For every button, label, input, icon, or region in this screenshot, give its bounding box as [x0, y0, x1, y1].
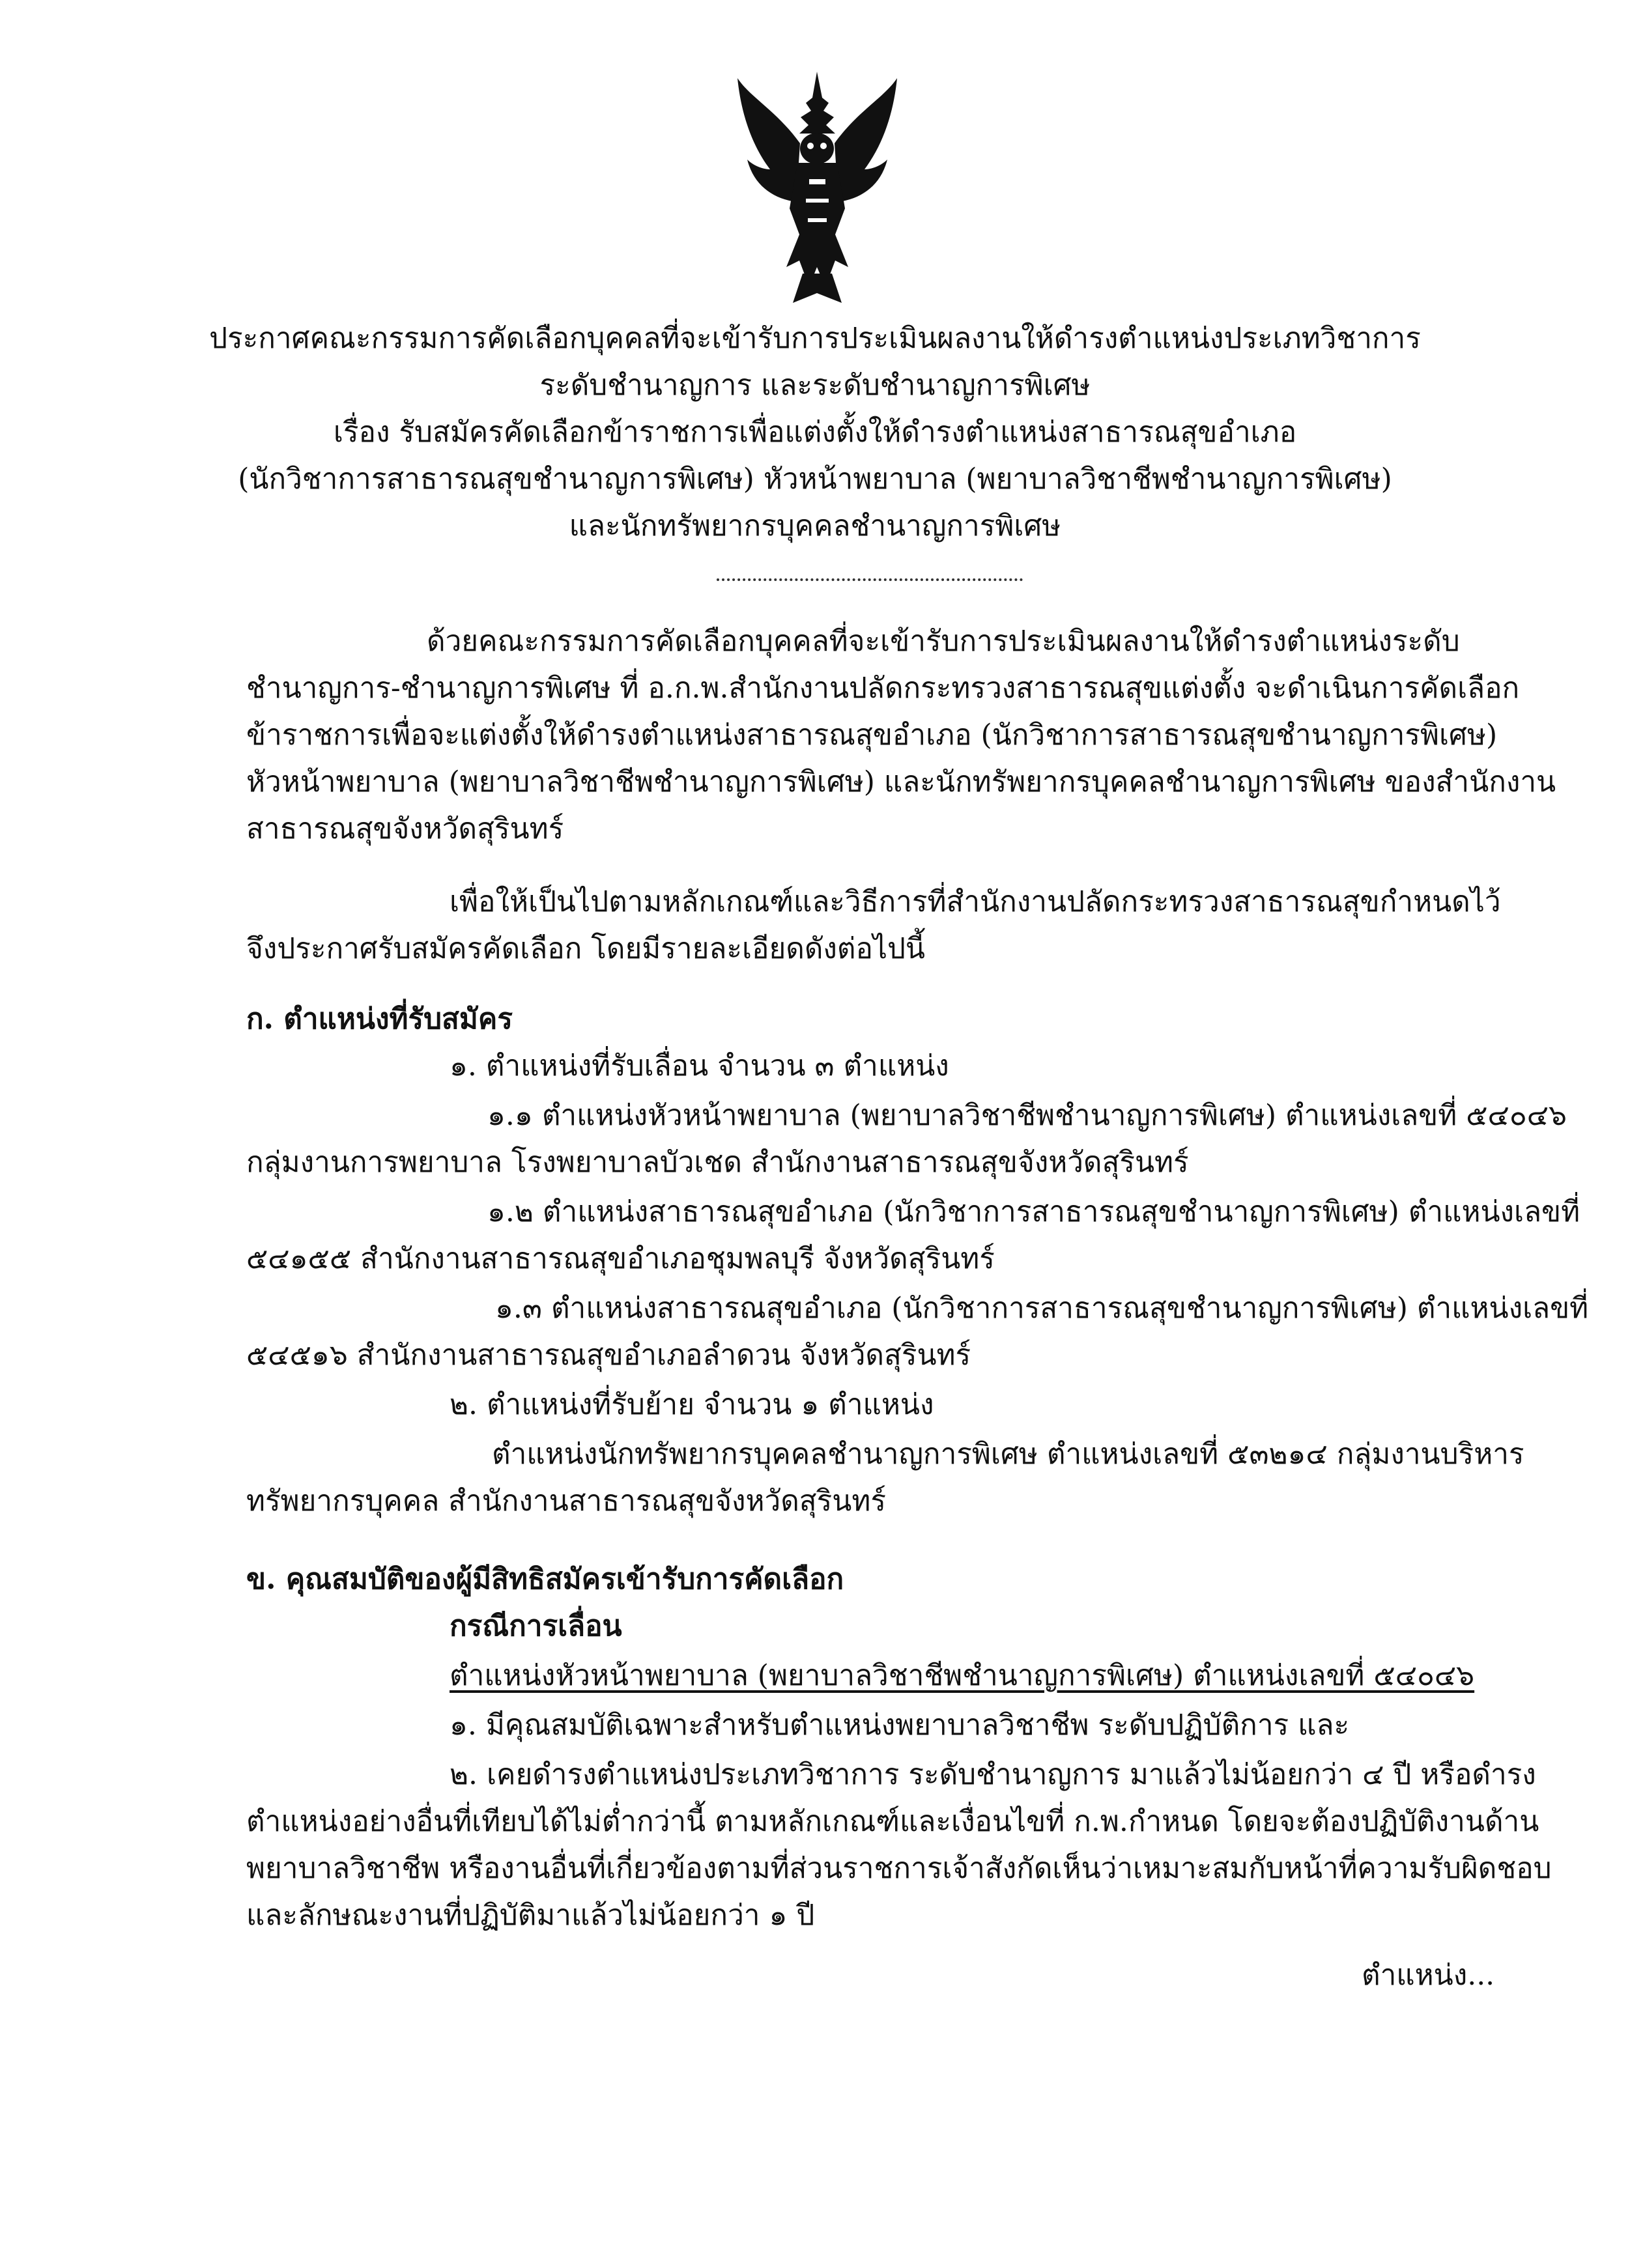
- section-b-qualification-2-line-2: ตำแหน่งอย่างอื่นที่เทียบได้ไม่ต่ำกว่านี้ ตามหลักเกณฑ์และเงื่อนไขที่ ก.พ.กำหนด โดยจะต้องปฏิบัติงานด้าน: [246, 1805, 1539, 1838]
- intro-paragraph-1-line-4: หัวหน้าพยาบาล (พยาบาลวิชาชีพชำนาญการพิเศษ) และนักทรัพยากรบุคคลชำนาญการพิเศษ ของสำนักงาน: [246, 765, 1556, 799]
- section-a-item-1-2-line-1: ๑.๒ ตำแหน่งสาธารณสุขอำเภอ (นักวิชาการสาธารณสุขชำนาญการพิเศษ) ตำแหน่งเลขที่: [487, 1195, 1580, 1228]
- intro-paragraph-1-line-2: ชำนาญการ-ชำนาญการพิเศษ ที่ อ.ก.พ.สำนักงานปลัดกระทรวงสาธารณสุขแต่งตั้ง จะดำเนินการคัดเลือก: [246, 672, 1520, 705]
- section-b-qualification-2-line-4: และลักษณะงานที่ปฏิบัติมาแล้วไม่น้อยกว่า ๑ ปี: [246, 1899, 815, 1932]
- section-a-item-1-3-line-2: ๕๔๕๑๖ สำนักงานสาธารณสุขอำเภอลำดวน จังหวัดสุรินทร์: [246, 1339, 971, 1372]
- section-a-item-2-line-2: ทรัพยากรบุคคล สำนักงานสาธารณสุขจังหวัดสุรินทร์: [246, 1484, 886, 1518]
- intro-paragraph-1-line-5: สาธารณสุขจังหวัดสุรินทร์: [246, 812, 564, 845]
- intro-paragraph-2-line-1: เพื่อให้เป็นไปตามหลักเกณฑ์และวิธีการที่สำนักงานปลัดกระทรวงสาธารณสุขกำหนดไว้: [450, 885, 1501, 918]
- section-a-item-1-2-line-2: ๕๔๑๕๕ สำนักงานสาธารณสุขอำเภอชุมพลบุรี จังหวัดสุรินทร์: [246, 1242, 995, 1275]
- section-b-qualification-1: ๑. มีคุณสมบัติเฉพาะสำหรับตำแหน่งพยาบาลวิชาชีพ ระดับปฏิบัติการ และ: [450, 1708, 1350, 1742]
- title-divider: [717, 578, 1023, 581]
- intro-paragraph-1-line-3: ข้าราชการเพื่อจะแต่งตั้งให้ดำรงตำแหน่งสาธารณสุขอำเภอ (นักวิชาการสาธารณสุขชำนาญการพิเศษ): [246, 718, 1498, 752]
- section-b-qualification-2-line-1: ๒. เคยดำรงตำแหน่งประเภทวิชาการ ระดับชำนาญการ มาแล้วไม่น้อยกว่า ๔ ปี หรือดำรง: [450, 1758, 1536, 1791]
- section-a-item-1-1-line-2: กลุ่มงานการพยาบาล โรงพยาบาลบัวเชด สำนักงานสาธารณสุขจังหวัดสุรินทร์: [246, 1146, 1189, 1179]
- section-a-item-1-1-line-1: ๑.๑ ตำแหน่งหัวหน้าพยาบาล (พยาบาลวิชาชีพชำนาญการพิเศษ) ตำแหน่งเลขที่ ๕๔๐๔๖: [487, 1099, 1567, 1132]
- continuation-text: ตำแหน่ง...: [1362, 1959, 1495, 1992]
- section-b-heading: ข. คุณสมบัติของผู้มีสิทธิสมัครเข้ารับการคัดเลือก: [246, 1563, 844, 1596]
- section-b-subheading: กรณีการเลื่อน: [450, 1609, 622, 1643]
- title-line-3: เรื่อง รับสมัครคัดเลือกข้าราชการเพื่อแต่งตั้งให้ดำรงตำแหน่งสาธารณสุขอำเภอ: [333, 416, 1297, 449]
- section-b-qualification-2-line-3: พยาบาลวิชาชีพ หรืองานอื่นที่เกี่ยวข้องตามที่ส่วนราชการเจ้าสังกัดเห็นว่าเหมาะสมกับหน้าที่ความรับผิดชอบ: [246, 1852, 1552, 1885]
- intro-paragraph-1-line-1: ด้วยคณะกรรมการคัดเลือกบุคคลที่จะเข้ารับการประเมินผลงานให้ดำรงตำแหน่งระดับ: [427, 625, 1460, 658]
- section-a-heading: ก. ตำแหน่งที่รับสมัคร: [246, 1002, 513, 1036]
- title-line-1: ประกาศคณะกรรมการคัดเลือกบุคคลที่จะเข้ารับการประเมินผลงานให้ดำรงตำแหน่งประเภทวิชาการ: [209, 322, 1421, 355]
- section-a-item-2: ๒. ตำแหน่งที่รับย้าย จำนวน ๑ ตำแหน่ง: [450, 1388, 934, 1421]
- garuda-emblem: [737, 72, 897, 306]
- section-a-item-2-line-1: ตำแหน่งนักทรัพยากรบุคคลชำนาญการพิเศษ ตำแหน่งเลขที่ ๕๓๒๑๔ กลุ่มงานบริหาร: [492, 1438, 1524, 1471]
- section-a-item-1-3-line-1: ๑.๓ ตำแหน่งสาธารณสุขอำเภอ (นักวิชาการสาธารณสุขชำนาญการพิเศษ) ตำแหน่งเลขที่: [495, 1292, 1589, 1325]
- section-b-position-title: ตำแหน่งหัวหน้าพยาบาล (พยาบาลวิชาชีพชำนาญการพิเศษ) ตำแหน่งเลขที่ ๕๔๐๔๖: [450, 1659, 1475, 1692]
- section-a-item-1: ๑. ตำแหน่งที่รับเลื่อน จำนวน ๓ ตำแหน่ง: [450, 1049, 949, 1083]
- intro-paragraph-2-line-2: จึงประกาศรับสมัครคัดเลือก โดยมีรายละเอียดดังต่อไปนี้: [246, 932, 926, 965]
- title-line-2: ระดับชำนาญการ และระดับชำนาญการพิเศษ: [539, 369, 1091, 402]
- title-line-4: (นักวิชาการสาธารณสุขชำนาญการพิเศษ) หัวหน้าพยาบาล (พยาบาลวิชาชีพชำนาญการพิเศษ): [238, 462, 1392, 496]
- title-line-5: และนักทรัพยากรบุคคลชำนาญการพิเศษ: [569, 509, 1061, 543]
